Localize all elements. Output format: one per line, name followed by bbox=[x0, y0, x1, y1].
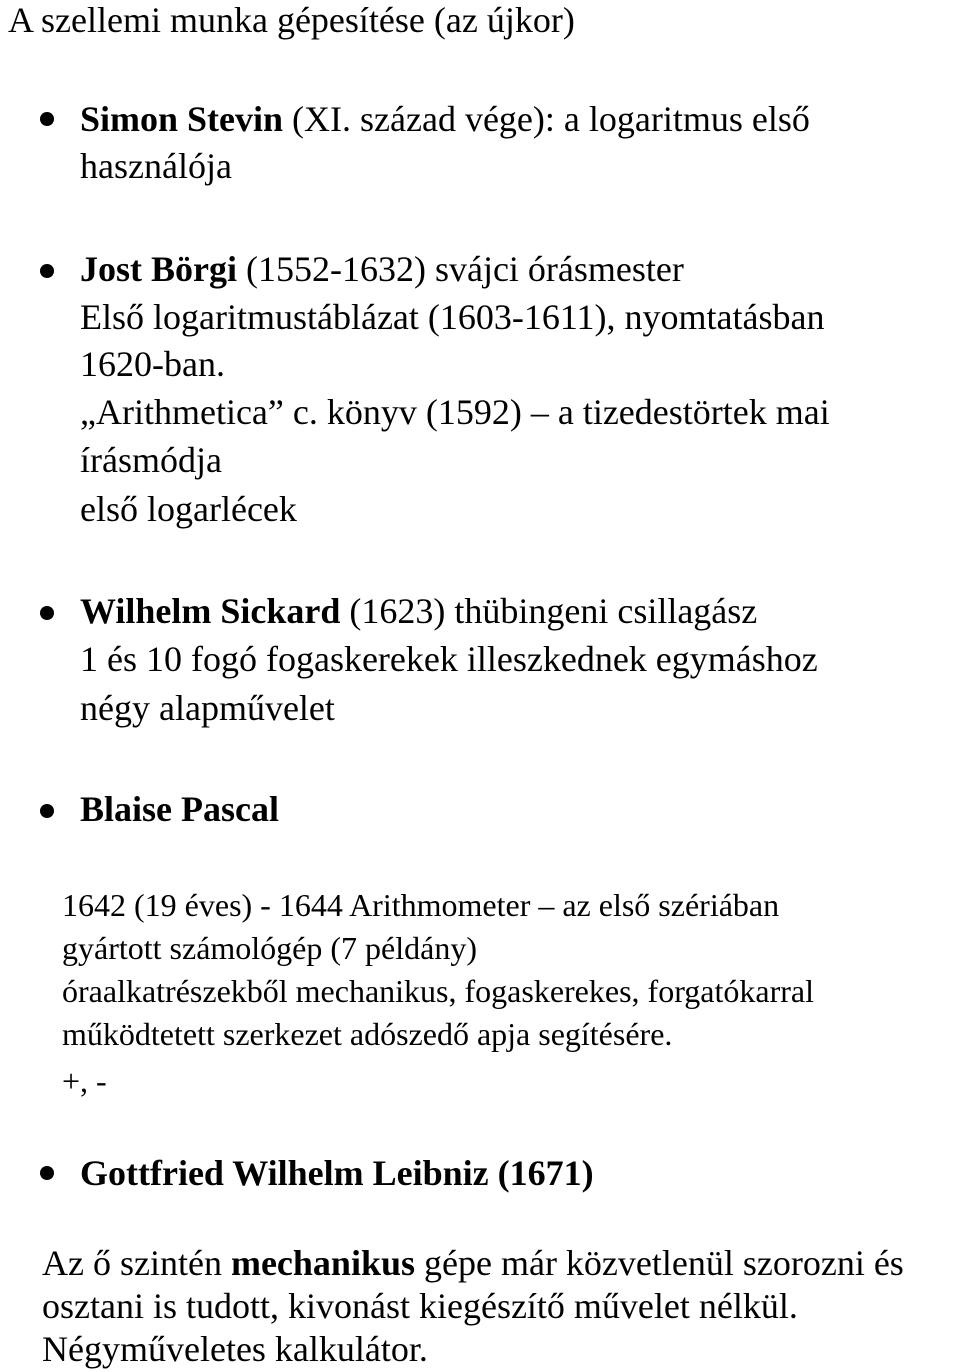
pascal-line-4: működtetett szerkezet adószedő apja segítésére. bbox=[62, 1016, 673, 1052]
borgi-line-2: Első logaritmustáblázat (1603-1611), nyomtatásban bbox=[80, 297, 825, 337]
stevin-line-2: használója bbox=[80, 146, 232, 186]
sickard-line-1 bbox=[80, 588, 757, 634]
pascal-name bbox=[80, 786, 279, 832]
pascal-line-1: 1642 (19 éves) - 1644 Arithmometer – az első szériában bbox=[62, 887, 780, 923]
pascal-line-5: +, - bbox=[62, 1063, 107, 1099]
page-title: A szellemi munka gépesítése (az újkor) bbox=[8, 0, 575, 40]
leibniz-name bbox=[80, 1150, 594, 1196]
bullet-icon bbox=[40, 606, 54, 620]
bullet-icon bbox=[40, 112, 54, 126]
leibniz-line-1-bold: mechanikus bbox=[230, 1243, 415, 1283]
pascal-line-3: óraalkatrészekből mechanikus, fogaskerekes, forgatókarral bbox=[62, 973, 814, 1009]
leibniz-line-1-pre: Az ő szintén bbox=[42, 1243, 231, 1283]
stevin-line-1 bbox=[80, 96, 810, 142]
sickard-line-3: négy alapművelet bbox=[80, 688, 335, 728]
bullet-icon bbox=[40, 804, 54, 818]
stevin-rest: (XI. század vége): a logaritmus első bbox=[283, 99, 810, 139]
borgi-line-3: 1620-ban. bbox=[80, 344, 225, 384]
borgi-line-1 bbox=[80, 246, 684, 292]
sickard-line-2: 1 és 10 fogó fogaskerekek illeszkednek egymáshoz bbox=[80, 639, 818, 679]
borgi-line-6: első logarlécek bbox=[80, 489, 297, 529]
leibniz-line-1-post: gépe már közvetlenül szorozni és bbox=[415, 1243, 904, 1283]
borgi-rest: (1552-1632) svájci órásmester bbox=[237, 249, 684, 289]
borgi-line-5: írásmódja bbox=[80, 440, 222, 480]
bullet-icon bbox=[40, 1166, 54, 1180]
pascal-name-text: Blaise Pascal bbox=[80, 789, 279, 829]
pascal-line-2: gyártott számológép (7 példány) bbox=[62, 930, 477, 966]
borgi-name: Jost Börgi bbox=[80, 249, 237, 289]
leibniz-line-1 bbox=[42, 1240, 904, 1286]
sickard-rest: (1623) thübingeni csillagász bbox=[340, 591, 758, 631]
stevin-name: Simon Stevin bbox=[80, 99, 284, 139]
leibniz-line-2: osztani is tudott, kivonást kiegészítő művelet nélkül. bbox=[42, 1286, 798, 1326]
leibniz-name-text: Gottfried Wilhelm Leibniz (1671) bbox=[80, 1153, 594, 1193]
borgi-line-4: „Arithmetica” c. könyv (1592) – a tizedestörtek mai bbox=[80, 392, 830, 432]
leibniz-line-3: Négyműveletes kalkulátor. bbox=[42, 1329, 428, 1369]
bullet-icon bbox=[40, 264, 54, 278]
sickard-name: Wilhelm Sickard bbox=[80, 591, 341, 631]
